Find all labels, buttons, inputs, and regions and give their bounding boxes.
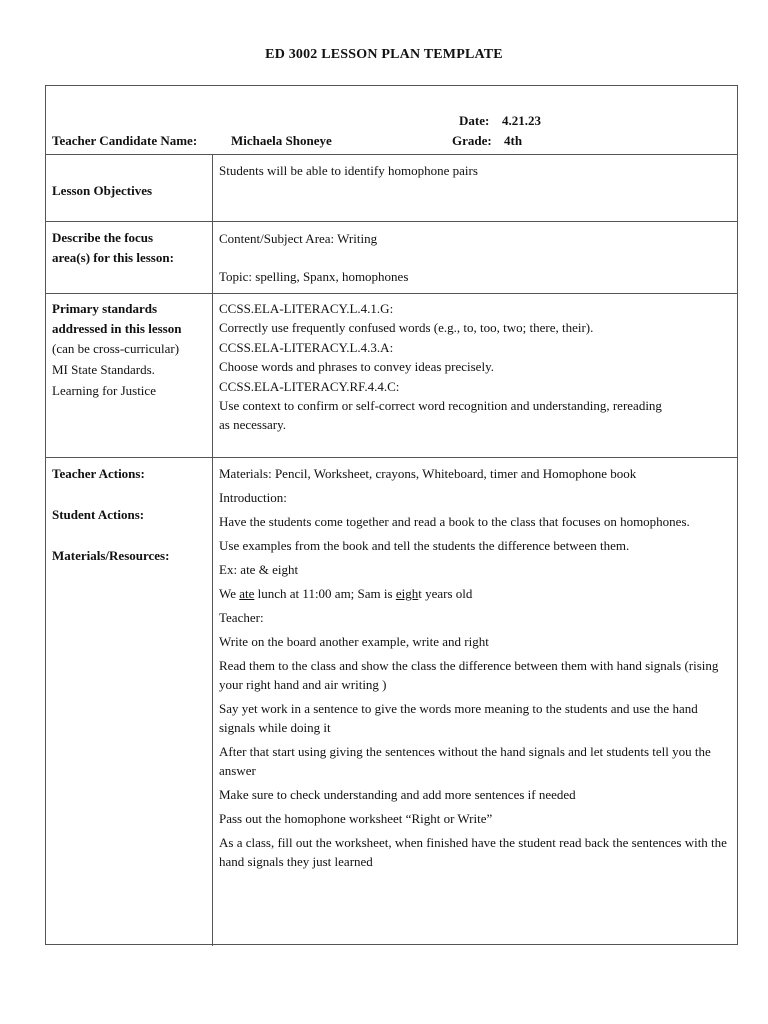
sentence-part: We	[219, 586, 240, 601]
document-title: ED 3002 LESSON PLAN TEMPLATE	[265, 47, 503, 62]
standard-line: Use context to confirm or self-correct word recognition and understanding, rereading	[219, 398, 662, 413]
make-sure-step: Make sure to check understanding and add more sentences if needed	[219, 787, 576, 802]
actions-label-cell	[46, 458, 213, 946]
as-class-step: As a class, fill out the worksheet, when finished have the student read back the sentences with the hand signals they just learned	[219, 835, 727, 869]
standards-label-line1: Primary standards	[52, 301, 158, 316]
underlined-eigh: eigh	[395, 586, 419, 601]
focus-row	[46, 221, 737, 294]
pass-out-step: Pass out the homophone worksheet “Right or Write”	[219, 811, 493, 826]
focus-label-line2: area(s) for this lesson:	[52, 250, 174, 265]
standards-content-cell	[213, 294, 737, 458]
state-standards: MI State Standards.	[52, 362, 155, 377]
date-label: Date:	[459, 113, 490, 128]
teacher-actions-label: Teacher Actions:	[52, 466, 145, 481]
standard-line: Choose words and phrases to convey ideas precisely.	[219, 359, 494, 374]
standard-line: CCSS.ELA-LITERACY.L.4.3.A:	[219, 340, 394, 355]
topic-text: Topic: spelling, Spanx, homophones	[219, 269, 409, 284]
objectives-row	[46, 154, 737, 222]
actions-row	[46, 457, 737, 946]
focus-label-line1: Describe the focus	[52, 230, 154, 245]
candidate-name-value: Michaela Shoneye	[231, 133, 332, 148]
candidate-name-label: Teacher Candidate Name:	[52, 133, 198, 148]
objectives-label: Lesson Objectives	[52, 183, 153, 198]
grade-label: Grade:	[452, 133, 492, 148]
introduction-heading: Introduction:	[219, 490, 287, 505]
sentence-part: lunch at 11:00 am; Sam is	[254, 586, 396, 601]
after-that-step: After that start using giving the sentences without the hand signals and let students tell you the answer	[219, 744, 711, 778]
grade-value: 4th	[504, 133, 523, 148]
focus-label-cell	[46, 222, 213, 294]
content-area-text: Content/Subject Area: Writing	[219, 231, 378, 246]
actions-content-cell	[213, 458, 737, 946]
date-value: 4.21.23	[502, 113, 541, 128]
objectives-text: Students will be able to identify homophone pairs	[219, 163, 478, 178]
focus-content-cell	[213, 222, 737, 294]
lesson-plan-table	[45, 85, 738, 945]
standards-row	[46, 293, 737, 458]
header-row	[46, 86, 737, 154]
standards-label-cell	[46, 294, 213, 458]
objectives-label-cell	[46, 155, 213, 222]
standards-label-line2: addressed in this lesson	[52, 321, 182, 336]
write-board-step: Write on the board another example, write and right	[219, 634, 489, 649]
say-yet-step: Say yet work in a sentence to give the words more meaning to the students and use the hand signals while doing it	[219, 701, 698, 735]
standard-line: CCSS.ELA-LITERACY.L.4.1.G:	[219, 301, 394, 316]
read-book-step: Have the students come together and read a book to the class that focuses on homophones.	[219, 514, 690, 529]
student-actions-label: Student Actions:	[52, 507, 145, 522]
standard-line: Correctly use frequently confused words (e.g., to, too, two; there, their).	[219, 320, 594, 335]
read-them-step: Read them to the class and show the class the difference between them with hand signals (rising your right hand and air writing )	[219, 658, 719, 692]
learning-for-justice: Learning for Justice	[52, 383, 156, 398]
example-text: Ex: ate & eight	[219, 562, 299, 577]
standards-note: (can be cross-curricular)	[52, 341, 180, 356]
objectives-content-cell	[213, 155, 737, 222]
sentence-part: t years old	[418, 586, 473, 601]
example-sentence	[219, 584, 731, 603]
standard-line: CCSS.ELA-LITERACY.RF.4.4.C:	[219, 379, 400, 394]
use-examples-step: Use examples from the book and tell the students the difference between them.	[219, 538, 630, 553]
teacher-heading: Teacher:	[219, 610, 264, 625]
standard-line: as necessary.	[219, 417, 287, 432]
materials-resources-label: Materials/Resources:	[52, 548, 170, 563]
underlined-ate: ate	[239, 586, 255, 601]
materials-text: Materials: Pencil, Worksheet, crayons, Whiteboard, timer and Homophone book	[219, 466, 637, 481]
